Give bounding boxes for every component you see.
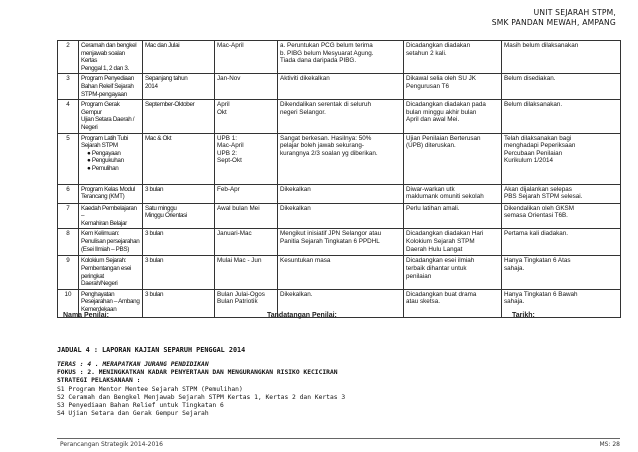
cell-line: Mulai Mac - Jun xyxy=(217,257,262,265)
bullet-item xyxy=(81,157,140,165)
cell-line: Program Penyediaan xyxy=(81,75,134,83)
cell-line: Mac dan Julai xyxy=(145,42,180,49)
remarks-cell xyxy=(502,41,621,74)
program-cell xyxy=(79,256,143,289)
cell-line: menghadapi Peperiksaan xyxy=(504,142,576,150)
suggestion-cell xyxy=(404,203,502,229)
program-cell xyxy=(79,133,143,184)
suggestion-cell xyxy=(404,41,502,74)
cell-line: Program Kelas Modul xyxy=(81,185,135,193)
cell-line: Penggal 1, 2 dan 3. xyxy=(81,64,129,72)
cell-line: kurangnya 2/3 soalan yg diberikan. xyxy=(280,149,378,157)
implementation-cell xyxy=(278,203,404,229)
date-cell xyxy=(215,184,278,203)
implementation-cell xyxy=(278,41,404,74)
remarks-cell xyxy=(502,184,621,203)
duration-cell xyxy=(143,256,215,289)
bullet-icon: ● xyxy=(87,164,92,172)
cell-line: Pengurusan T6 xyxy=(406,82,449,90)
cell-line: STPM-pengayaan xyxy=(81,90,127,98)
suggestion-cell xyxy=(404,184,502,203)
row-number-cell: 8 xyxy=(58,229,79,256)
program-cell xyxy=(79,41,143,74)
cell-line: Sept-Okt xyxy=(217,157,242,165)
cell-line: 3 bulan xyxy=(145,185,164,193)
cell-line: Dikendalikan serentak di seluruh xyxy=(280,101,372,109)
section-title: JADUAL 4 : LAPORAN KAJIAN SEPARUH PENGGAL 2014 xyxy=(57,346,246,354)
date-cell xyxy=(215,74,278,100)
cell-line: 3 bulan xyxy=(145,230,164,238)
cell-line: Daerah Hulu Langat xyxy=(406,245,463,253)
cell-line: Mac & Okt xyxy=(145,134,172,142)
cell-line: Pertama kali diadakan. xyxy=(504,230,569,238)
table-row xyxy=(58,184,621,203)
cell-line: Bulan Patriotik xyxy=(217,298,258,306)
cell-line: Minggu Orientasi xyxy=(145,212,187,220)
date-cell xyxy=(215,229,278,256)
cell-line: Hanya Tingkatan 6 Atas xyxy=(504,257,571,265)
suggestion-cell xyxy=(404,133,502,184)
cell-line: menjawab soalan Kertas xyxy=(81,49,125,65)
header-school: SMK PANDAN MEWAH, AMPANG xyxy=(491,18,616,27)
remarks-cell xyxy=(502,256,621,289)
remarks-cell xyxy=(502,100,621,133)
bullet-label: Pengukuhan xyxy=(91,157,124,165)
date-cell xyxy=(215,41,278,74)
cell-line: Kemerdekaan xyxy=(81,305,117,313)
cell-line: Ceramah dan bengkel xyxy=(81,42,137,49)
cell-line: Dicadangkan buat drama xyxy=(406,290,477,298)
table-row xyxy=(58,133,621,184)
cell-line: Mengikut inisiatif JPN Selangor atau xyxy=(280,230,382,238)
program-cell xyxy=(79,229,143,256)
duration-cell xyxy=(143,229,215,256)
remarks-cell xyxy=(502,133,621,184)
duration-cell xyxy=(143,74,215,100)
cell-line: 3 bulan xyxy=(145,257,164,265)
cell-line: negeri Selangor. xyxy=(280,108,326,116)
cell-line: terbaik dihantar untuk xyxy=(406,264,467,272)
row-number-cell: 9 xyxy=(58,256,79,289)
date-cell xyxy=(215,133,278,184)
row-number-cell: 2 xyxy=(58,41,79,74)
cell-line: Terancang (KMT) xyxy=(81,193,125,201)
cell-line: PBS Sejarah STPM selesai. xyxy=(504,193,583,201)
cell-line: Kurikulum 1/2014 xyxy=(504,157,554,165)
suggestion-cell xyxy=(404,100,502,133)
cell-line: Panitia Sejarah Tingkatan 6 PPDHL xyxy=(280,237,380,245)
cell-line: Dikekalkan xyxy=(280,204,311,212)
footer-divider xyxy=(57,438,620,439)
cell-line: Dikawal selia oleh SU JK xyxy=(406,75,476,83)
cell-line: Dikendalikan oleh GKSM xyxy=(504,204,575,212)
cell-line: a. Peruntukan PCG belum terima xyxy=(280,42,373,49)
date-cell xyxy=(215,203,278,229)
program-cell xyxy=(79,74,143,100)
cell-line: Ujian Setara Daerah / xyxy=(81,116,135,124)
cell-line: Sangat berkesan. Hasilnya: 50% xyxy=(280,134,372,142)
implementation-cell xyxy=(278,229,404,256)
row-number-cell: 10 xyxy=(58,289,79,317)
cell-line: sahaja. xyxy=(504,264,525,272)
remarks-cell xyxy=(502,74,621,100)
row-number-cell: 5 xyxy=(58,133,79,184)
cell-line: atau sketsa. xyxy=(406,298,440,306)
strategy-title: STRATEGI PELAKSANAAN : xyxy=(57,377,141,384)
program-cell xyxy=(79,184,143,203)
cell-line: Program Latih Tubi xyxy=(81,134,128,142)
implementation-cell xyxy=(278,133,404,184)
cell-line: Dicadangkan diadakan pada xyxy=(406,101,486,109)
cell-line: semasa Orientasi T6B. xyxy=(504,212,568,220)
cell-line: Kaedah Pembelajaran – xyxy=(81,204,137,220)
row-number-cell: 4 xyxy=(58,100,79,133)
cell-line: Belum disediakan. xyxy=(504,75,556,83)
cell-line: Akan dijalankan selepas xyxy=(504,185,572,193)
footer-document-title: Perancangan Strategik 2014-2016 xyxy=(60,441,163,448)
cell-line: Mac-April xyxy=(217,142,244,150)
table-row xyxy=(58,74,621,100)
remarks-cell xyxy=(502,203,621,229)
table-row xyxy=(58,289,621,317)
cell-line: Masih belum dilaksanakan xyxy=(504,42,579,49)
bullet-item xyxy=(81,165,140,173)
cell-line: UPB 1: xyxy=(217,134,237,142)
table-row xyxy=(58,256,621,289)
cell-line: bulan minggu akhir bulan xyxy=(406,108,477,116)
bullet-label: Pemulihan xyxy=(91,164,119,172)
implementation-cell xyxy=(278,74,404,100)
cell-line: Dikekalkan. xyxy=(280,290,313,298)
page-number: MS: 28 xyxy=(599,441,620,448)
cell-line: Pesejarahan – Ambang xyxy=(81,298,140,306)
strategy-item: S1 Program Mentor Mentee Sejarah STPM (Pemulihan) xyxy=(57,386,243,393)
cell-line: b. PIBG belum Mesyuarat Agung. xyxy=(280,49,374,57)
cell-line: Dicadangkan diadakan Hari xyxy=(406,230,484,238)
cell-line: Telah dilaksanakan bagi xyxy=(504,134,572,142)
cell-line: Okt xyxy=(217,108,227,116)
assessor-name-label: Nama Penilai: xyxy=(63,312,109,319)
cell-line: (UPB) diteruskan. xyxy=(406,142,456,150)
cell-line: penilaian xyxy=(406,272,432,280)
duration-cell xyxy=(143,41,215,74)
table-row xyxy=(58,229,621,256)
suggestion-cell xyxy=(404,229,502,256)
cell-line: Sepanjang tahun xyxy=(145,75,188,83)
duration-cell xyxy=(143,203,215,229)
cell-line: 2014 xyxy=(145,82,158,90)
cell-line: Perlu latihan amali. xyxy=(406,204,460,212)
cell-line: April dan awal Mei. xyxy=(406,116,460,124)
assessor-signature-label: Tandatangan Penilai: xyxy=(267,312,337,319)
cell-line: Feb-Apr xyxy=(217,185,240,193)
cell-line: Bulan Julai-Ogos xyxy=(217,290,265,298)
implementation-cell xyxy=(278,100,404,133)
bullet-item xyxy=(81,150,140,158)
remarks-cell xyxy=(502,229,621,256)
cell-line: Januari-Mac xyxy=(217,230,252,238)
cell-line: Jan-Nov xyxy=(217,75,241,83)
suggestion-cell xyxy=(404,256,502,289)
suggestion-cell xyxy=(404,74,502,100)
cell-line: Diwar-warkan utk xyxy=(406,185,455,193)
bullet-label: Pengayaan xyxy=(91,149,121,157)
cell-line: Dicadangkan diadakan xyxy=(406,42,471,49)
cell-line: Ujian Penilaian Berterusan xyxy=(406,134,481,142)
header-unit: UNIT SEJARAH STPM, xyxy=(533,8,616,17)
cell-line: Penghayatan xyxy=(81,290,115,298)
cell-line: April xyxy=(217,101,230,109)
cell-line: setahun 2 kali. xyxy=(406,49,447,57)
strategy-table xyxy=(57,40,621,318)
table-row xyxy=(58,203,621,229)
cell-line: Belum dilaksanakan. xyxy=(504,101,563,109)
teras-line: TERAS : 4 . MERAPATKAN JURANG PENDIDIKAN xyxy=(57,361,209,368)
duration-cell xyxy=(143,133,215,184)
suggestion-cell xyxy=(404,289,502,317)
cell-line: Dikekalkan xyxy=(280,185,311,193)
cell-line: September-Oktober xyxy=(145,101,195,109)
cell-line: Kolokium Sejarah: xyxy=(81,257,127,265)
cell-line: Penulisan persejarahan xyxy=(81,237,140,245)
cell-line: Awal bulan Mei xyxy=(217,204,260,212)
cell-line: Negeri xyxy=(81,123,98,131)
page-header xyxy=(492,8,616,28)
cell-line: Satu minggu xyxy=(145,204,177,212)
cell-line: Kesuntukan masa xyxy=(280,257,331,265)
cell-line: Kemahiran Belajar xyxy=(81,219,127,227)
strategy-item: S4 Ujian Setara dan Gerak Gempur Sejarah xyxy=(57,410,209,417)
cell-line: Tiada dana daripada PIBG. xyxy=(280,57,357,65)
implementation-cell xyxy=(278,184,404,203)
cell-line: Sejarah STPM xyxy=(81,142,118,150)
date-label: Tarikh: xyxy=(512,312,535,319)
cell-line: Aktiviti dikekalkan xyxy=(280,75,330,83)
cell-line: Kem Kelimuan: xyxy=(81,230,120,238)
row-number-cell: 6 xyxy=(58,184,79,203)
bullet-icon: ● xyxy=(87,149,92,157)
program-cell xyxy=(79,100,143,133)
row-number-cell: 3 xyxy=(58,74,79,100)
duration-cell xyxy=(143,100,215,133)
cell-line: Bahan Releif Sejarah xyxy=(81,82,134,90)
cell-line: (Esei Ilmiah – PBS) xyxy=(81,245,129,253)
date-cell xyxy=(215,100,278,133)
strategy-item: S3 Penyediaan Bahan Relief untuk Tingkatan 6 xyxy=(57,402,224,409)
cell-line: Dicadangkan esei ilmiah xyxy=(406,257,475,265)
program-cell xyxy=(79,203,143,229)
date-cell xyxy=(215,256,278,289)
implementation-cell xyxy=(278,256,404,289)
cell-line: pelajar boleh jawab sekurang- xyxy=(280,142,365,150)
cell-line: Kolokium Sejarah STPM xyxy=(406,237,475,245)
cell-line: sahaja. xyxy=(504,298,525,306)
cell-line: Program Gerak Gempur xyxy=(81,101,120,116)
strategy-item: S2 Ceramah dan Bengkel Menjawab Sejarah STPM Kertas 1, Kertas 2 dan Kertas 3 xyxy=(57,394,346,401)
duration-cell xyxy=(143,289,215,317)
cell-line: 3 bulan xyxy=(145,290,164,298)
table-row xyxy=(58,100,621,133)
cell-line: maklumank omuniti sekolah xyxy=(406,193,484,201)
cell-line: UPB 2: xyxy=(217,149,237,157)
cell-line: Pembentangan esei xyxy=(81,264,132,272)
cell-line: Percubaan Penilaian xyxy=(504,149,563,157)
row-number-cell: 7 xyxy=(58,203,79,229)
cell-line: Mac-April xyxy=(217,42,244,49)
bullet-icon: ● xyxy=(87,157,92,165)
table-row xyxy=(58,41,621,74)
duration-cell xyxy=(143,184,215,203)
cell-line: peringkat Daerah/Negeri xyxy=(81,272,118,288)
fokus-line: FOKUS : 2. MENINGKATKAN KADAR PENYERTAAN DAN MENGURANGKAN RISIKO KECICIRAN xyxy=(57,369,338,376)
cell-line: Hanya Tingkatan 6 Bawah xyxy=(504,290,578,298)
